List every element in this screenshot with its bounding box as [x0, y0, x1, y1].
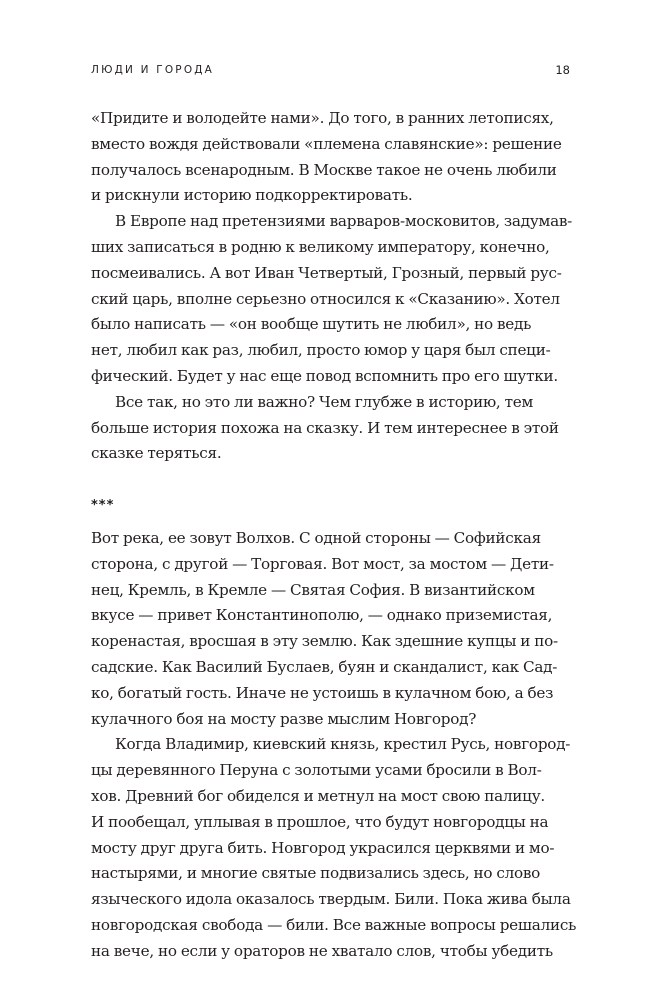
- text-line: коренастая, вросшая в эту землю. Как здешние купцы и по-: [91, 632, 558, 651]
- text-line: ский царь, вполне серьезно относился к «Сказанию». Хотел: [91, 289, 560, 308]
- paragraph-2: [91, 209, 573, 390]
- text-line: Когда Владимир, киевский князь, крестил Русь, новгород-: [115, 735, 571, 754]
- text-line: цы деревянного Перуна с золотыми усами бросили в Вол-: [91, 761, 542, 780]
- paragraph-3: [91, 390, 569, 467]
- text-line: было написать — «он вообще шутить не любил», но ведь: [91, 315, 532, 334]
- running-title: ЛЮДИ И ГОРОДА: [91, 64, 215, 76]
- text-line: языческого идола оказалось твердым. Били. Пока жива была: [91, 890, 571, 909]
- text-line: получалось всенародным. В Москве такое не очень любили: [91, 160, 557, 179]
- text-line: И пообещал, уплывая в прошлое, что будут новгородцы на: [91, 812, 549, 831]
- text-line: настырями, и многие святые подвизались здесь, но слово: [91, 864, 541, 883]
- text-line: ших записаться в родню к великому императору, конечно,: [91, 237, 550, 256]
- page-number: 18: [555, 63, 570, 77]
- text-line: Все так, но это ли важно? Чем глубже в историю, тем: [115, 392, 534, 411]
- text-line: «Придите и володейте нами». До того, в ранних летописях,: [91, 109, 554, 127]
- text-line: фический. Будет у нас еще повод вспомнить про его шутки.: [91, 366, 558, 385]
- paragraph-5: [91, 732, 577, 964]
- text-line: больше история похожа на сказку. И тем интереснее в этой: [91, 418, 559, 437]
- text-line: и рискнули историю подкорректировать.: [91, 186, 413, 205]
- text-line: В Европе над претензиями варваров-московитов, задумав-: [115, 212, 573, 231]
- text-line: мосту друг друга бить. Новгород украсился церквями и мо-: [91, 838, 555, 857]
- text-line: хов. Древний бог обиделся и метнул на мост свою палицу.: [91, 786, 545, 805]
- body-text: [91, 106, 577, 965]
- paragraph-4: [91, 526, 569, 732]
- text-line: сказке теряться.: [91, 444, 222, 463]
- text-line: ко, богатый гость. Иначе не устоишь в кулачном бою, а без: [91, 683, 554, 702]
- section-separator: ***: [91, 498, 115, 514]
- paragraph-1: [91, 106, 569, 209]
- text-line: новгородская свобода — били. Все важные вопросы решались: [91, 915, 577, 934]
- text-line: вкусе — привет Константинополю, — однако приземистая,: [91, 606, 553, 625]
- text-line: садские. Как Василий Буслаев, буян и скандалист, как Сад-: [91, 657, 558, 676]
- text-line: вместо вождя действовали «племена славянские»: решение: [91, 134, 562, 153]
- text-line: нец, Кремль, в Кремле — Святая София. В византийском: [91, 580, 535, 599]
- text-line: сторона, с другой — Торговая. Вот мост, за мостом — Дети-: [91, 554, 554, 573]
- text-line: нет, любил как раз, любил, просто юмор у царя был специ-: [91, 341, 551, 360]
- text-line: посмеивались. А вот Иван Четвертый, Грозный, первый рус-: [91, 263, 562, 282]
- text-line: Вот река, ее зовут Волхов. С одной стороны — Софийская: [91, 528, 541, 547]
- text-line: на вече, но если у ораторов не хватало слов, чтобы убедить: [91, 941, 553, 960]
- text-line: кулачного боя на мосту разве мыслим Новгород?: [91, 709, 477, 728]
